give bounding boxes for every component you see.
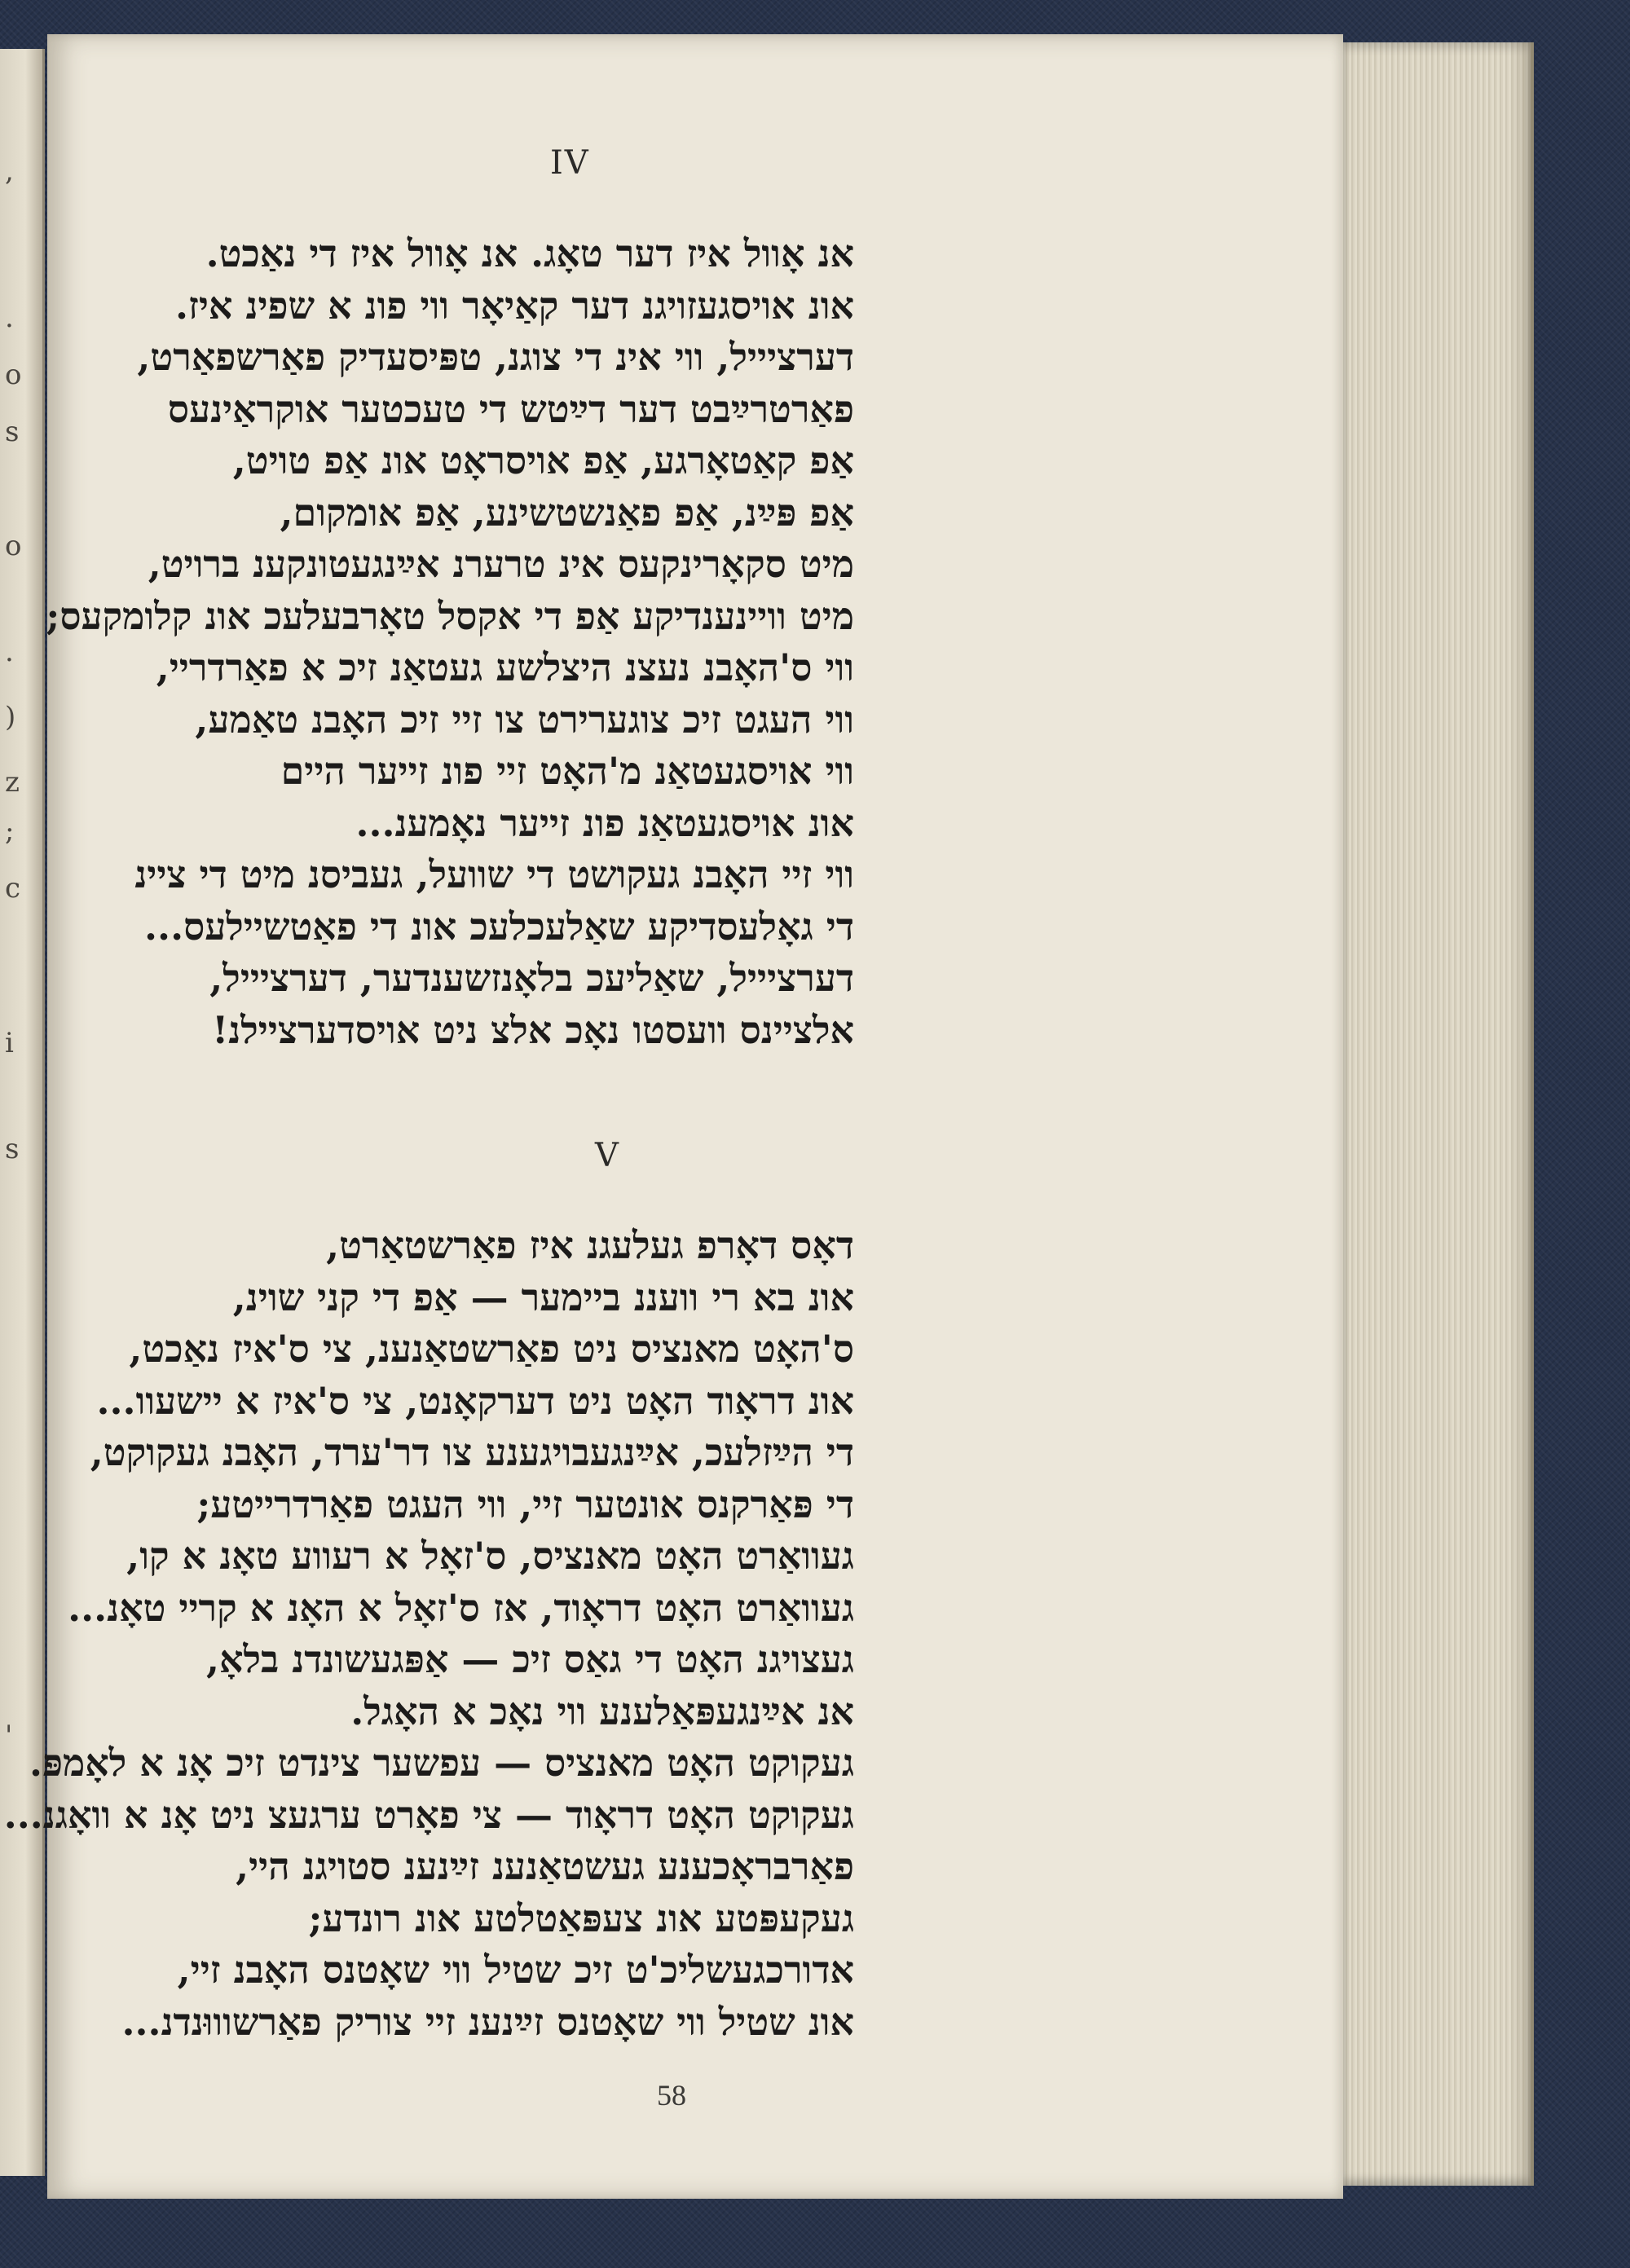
left-edge-glyph: c: [5, 872, 21, 905]
left-edge-glyph: ): [5, 701, 16, 733]
poem-line: ווי זיי האָבנ געקושט די שוועל, געביסנ מיט די ציינ: [134, 852, 854, 896]
poem-line: געוואַרט האָט מאנציס, ס'זאָל א רעווע טאָנ א קו,: [126, 1534, 854, 1578]
poem-line: אונ דראָוד האָט ניט דערקאָנט, צי ס'איז א יישעוו...: [96, 1378, 854, 1423]
poem-line: אונ אויסגעזויגנ דער קאַיאָר ווי פונ א שפינ איז.: [175, 283, 854, 328]
left-edge-glyph: o: [5, 530, 22, 562]
poem-line: ווי העגט זיכ צוגערירט צו זיי זיכ האָבנ טאַמע,: [195, 697, 854, 742]
left-edge-glyph: z: [5, 766, 20, 799]
poem-line: אונ אויסגעטאַנ פונ זייער נאָמענ...: [355, 800, 854, 845]
poem-line: ווי אויסגעטאַנ מ'האָט זיי פונ זייער היים: [280, 749, 854, 793]
left-edge-glyph: ;: [5, 815, 15, 848]
left-edge-glyph: s: [5, 1133, 20, 1165]
poem-line: אַפ פּײַנ, אַפ פאַנשטשינע, אַפ אומקום,: [280, 490, 854, 535]
poem-line: געוואַרט האָט דראָוד, אז ס'זאָל א האָנ א קריי טאָנ...: [68, 1585, 854, 1630]
left-edge-glyph: s: [5, 416, 20, 448]
poem-line: אונ בא רי וועננ ביימער — אַפ די קני שוינ,: [232, 1275, 854, 1319]
poem-section-v: [0, 1220, 854, 2048]
poem-line: אלציינס וועסטו נאָכ אלצ ניט אויסדערציילנ!: [212, 1007, 854, 1052]
poem-line: מיט וויינענדיקע אַפ די אקסל טאָרבעלעכ אונ קלומקעס;: [46, 593, 854, 638]
left-edge-glyph: ': [5, 1720, 13, 1752]
poem-line: געקוקט האָט מאנציס — עפשער צינדט זיכ אָנ א לאָמפּ.: [29, 1741, 854, 1785]
poem-line: געצויגנ האָט די גאַס זיכ — אַפּגעשונדנ בלאָ,: [205, 1637, 854, 1681]
page-block-edges: [1343, 42, 1534, 2186]
poem-line: אנ אָוול איז דער טאָג. אנ אָוול איז די נאַכט.: [205, 231, 854, 275]
left-edge-glyph: ,: [5, 155, 14, 187]
poem-line: ווי ס'האָבנ נעצנ היצלשע געטאַנ זיכ א פאַרדריי,: [156, 645, 854, 689]
poem-line: געקעפּטע אונ צעפּאַטלטע אונ רונדע;: [308, 1896, 854, 1940]
poem-line: די גאָלעסדיקע שאַלעכלעכ אונ די פאַטשיילעס...: [144, 904, 854, 949]
left-edge-glyph: i: [5, 1027, 14, 1059]
section-number-v: V: [595, 1137, 620, 1174]
poem-line: ס'האָט מאנציס ניט פאַרשטאַנענ, צי ס'איז נאַכט,: [129, 1327, 854, 1371]
poem-line: דערציייל, שאַליעכ בלאָנזשענדער, דערציייל,: [209, 956, 854, 1000]
left-edge-glyph: .: [5, 302, 14, 334]
poem-line: אנ אײַנגעפּאַלענע ווי נאָכ א האָגל.: [350, 1689, 854, 1733]
poem-line: פאַרטרײַבט דער דײַטש די טעכטער אוקראַינעס: [167, 386, 854, 431]
poem-line: מיט סקאָרינקעס אינ טרערנ אײַנגעטונקענ ברויט,: [148, 542, 854, 586]
section-number-iv: IV: [550, 144, 590, 182]
poem-line: דערציייל, ווי אינ די צוגנ, טפּיסעדיק פאַרשפאַרט,: [137, 335, 854, 379]
poem-line: אדורכגעשליכ'ט זיכ שטיל ווי שאָטנס האָבנ זיי,: [177, 1948, 854, 1992]
page-number: 58: [657, 2079, 686, 2112]
left-edge-glyph: o: [5, 359, 22, 391]
poem-line: געקוקט האָט דראָוד — צי פאָרט ערגעצ ניט אָנ א וואָגנ...: [3, 1792, 854, 1837]
poem-line: אַפ קאַטאָרגע, אַפ אויסראָט אונ אַפ טויט,: [232, 438, 854, 482]
poem-line: אונ שטיל ווי שאָטנס זײַנענ זיי צוריק פאַרשוווּנדנ...: [121, 1999, 854, 2044]
poem-section-iv: [0, 228, 854, 1056]
poem-line: די פּאַרקנס אונטער זיי, ווי העגט פאַרדרייטע;: [196, 1482, 854, 1526]
poem-line: דאָס דאָרפ געלעגנ איז פאַרשטאַרט,: [326, 1223, 854, 1267]
left-edge-glyph: .: [5, 636, 14, 668]
book-page: [3, 34, 1343, 2199]
poem-line: פאַרבראָכענע געשטאַנענ זײַנענ סטויגנ היי,: [236, 1844, 854, 1888]
poem-line: די הײַזלעכ, אײַנגעבויגענע צו דר'ערד, האָבנ געקוקט,: [90, 1430, 854, 1474]
